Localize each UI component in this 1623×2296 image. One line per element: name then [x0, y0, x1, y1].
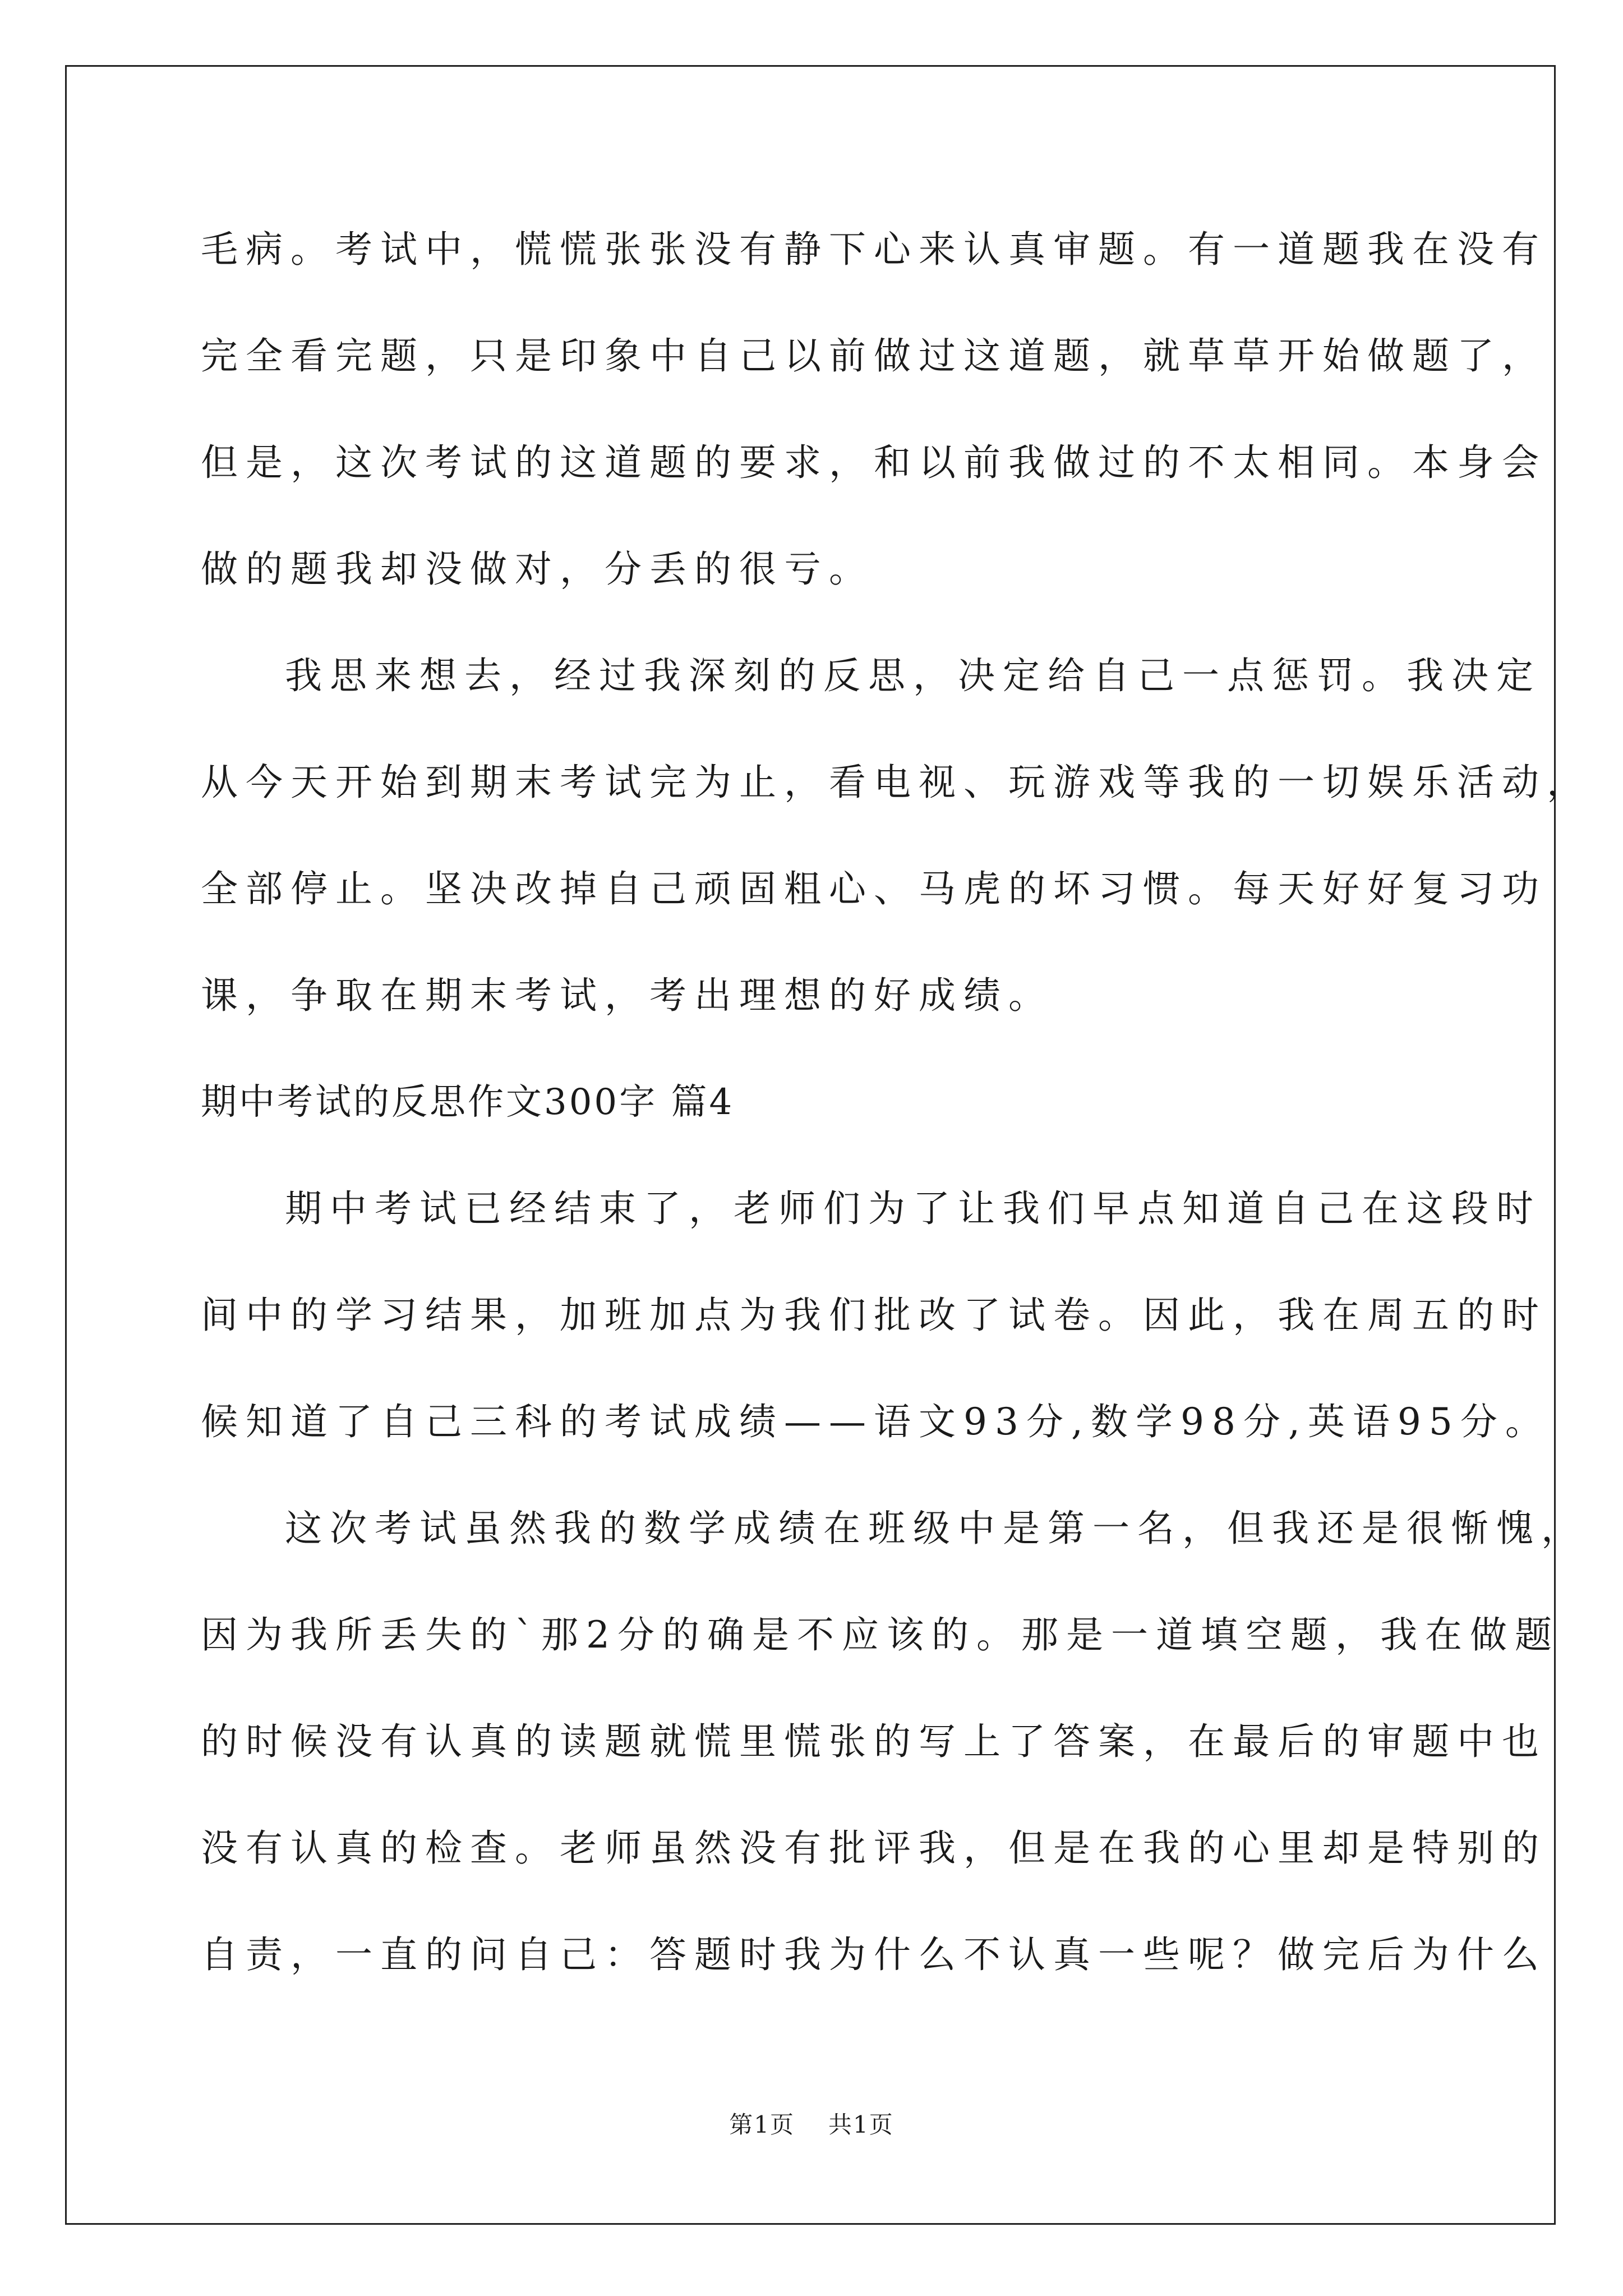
paragraph-line: 课，争取在期末考试，考出理想的好成绩。: [201, 974, 1053, 1017]
paragraph-line: 间中的学习结果，加班加点为我们批改了试卷。因此，我在周五的时: [201, 1294, 1547, 1337]
page-number: 第1页: [729, 2111, 795, 2138]
paragraph-line: 的时候没有认真的读题就慌里慌张的写上了答案，在最后的审题中也: [201, 1720, 1547, 1763]
paragraph-line: 全部停止。坚决改掉自己顽固粗心、马虎的坏习惯。每天好好复习功: [201, 867, 1547, 910]
document-body: [201, 222, 1592, 2033]
paragraph-line: 候知道了自己三科的考试成绩——语文93分,数学98分,英语95分。: [201, 1400, 1550, 1443]
paragraph-line: 这次考试虽然我的数学成绩在班级中是第一名，但我还是很惭愧，: [285, 1507, 1586, 1550]
paragraph-line: 自责，一直的问自己：答题时我为什么不认真一些呢？做完后为什么: [201, 1933, 1547, 1976]
page-total: 共1页: [828, 2111, 894, 2138]
paragraph-line: 做的题我却没做对，分丢的很亏。: [201, 547, 874, 591]
paragraph-line: 毛病。考试中，慌慌张张没有静下心来认真审题。有一道题我在没有: [201, 228, 1547, 271]
paragraph-line: 没有认真的检查。老师虽然没有批评我，但是在我的心里却是特别的: [201, 1826, 1547, 1870]
section-heading: 期中考试的反思作文300字 篇4: [201, 1082, 735, 1123]
paragraph-line: 从今天开始到期末考试完为止，看电视、玩游戏等我的一切娱乐活动，: [201, 761, 1592, 804]
paragraph-line: 完全看完题，只是印象中自己以前做过这道题，就草草开始做题了，: [201, 334, 1547, 378]
paragraph-line: 但是，这次考试的这道题的要求，和以前我做过的不太相同。本身会: [201, 441, 1547, 484]
paragraph-line: 我思来想去，经过我深刻的反思，决定给自己一点惩罚。我决定: [285, 654, 1541, 697]
paragraph-line: 因为我所丢失的`那2分的确是不应该的。那是一道填空题，我在做题: [201, 1613, 1560, 1657]
paragraph-line: 期中考试已经结束了，老师们为了让我们早点知道自己在这段时: [285, 1187, 1541, 1230]
page-footer: [0, 2106, 1623, 2140]
